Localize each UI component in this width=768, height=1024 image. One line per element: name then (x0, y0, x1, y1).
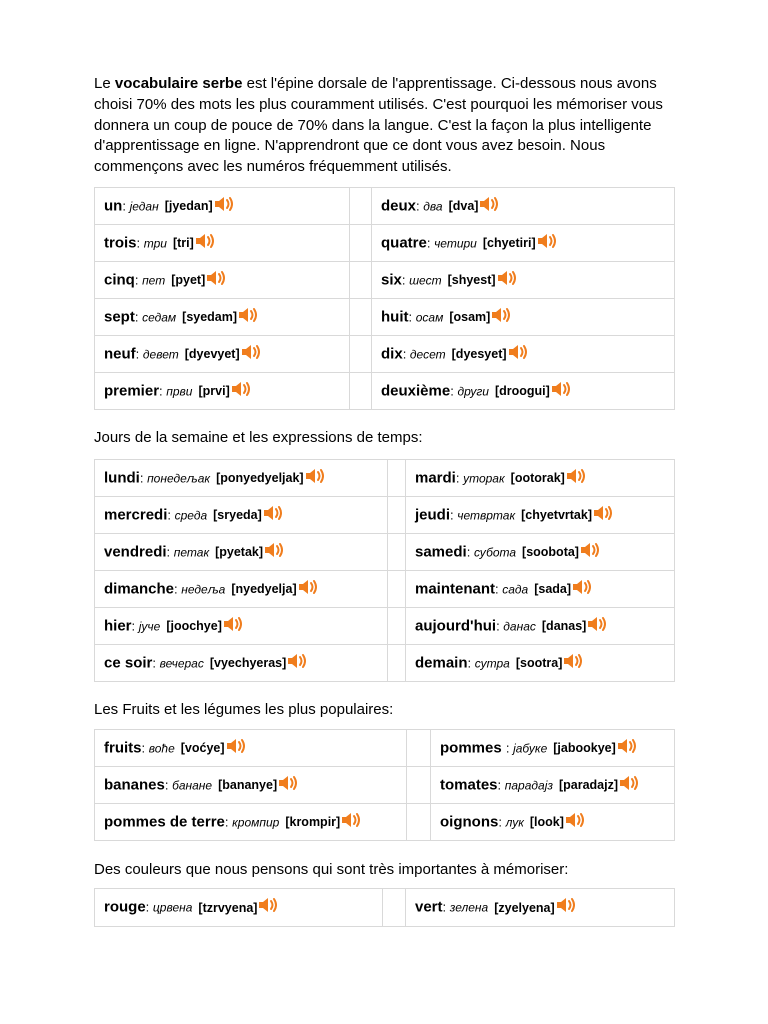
separator: : (450, 383, 458, 399)
serbian-word: зелена (449, 900, 489, 915)
separator: : (152, 655, 160, 671)
pronunciation: [krompir] (285, 815, 341, 830)
separator: : (496, 618, 504, 634)
pronunciation: [pyet] (171, 273, 206, 288)
speaker-icon[interactable] (573, 579, 593, 600)
separator: : (167, 507, 175, 523)
vocab-entry (431, 730, 675, 767)
french-word: vendredi (104, 543, 167, 561)
separator: : (134, 272, 143, 288)
serbian-word: банане (172, 778, 213, 793)
vocab-entry (406, 460, 675, 497)
separator: : (164, 777, 173, 793)
spacer-cell (350, 299, 372, 336)
speaker-icon[interactable] (215, 196, 235, 217)
separator: : (174, 581, 182, 597)
speaker-icon[interactable] (306, 468, 326, 489)
speaker-icon[interactable] (227, 738, 247, 759)
french-word: dix (381, 345, 403, 363)
section-heading: Des couleurs que nous pensons qui sont très importantes à mémoriser: (94, 861, 569, 878)
vocab-entry (372, 336, 675, 373)
speaker-icon[interactable] (288, 653, 308, 674)
vocab-entry (406, 571, 675, 608)
separator: : (408, 309, 416, 325)
vocab-entry (95, 299, 350, 336)
vocab-entry (372, 299, 675, 336)
spacer-cell (383, 889, 406, 927)
vocab-entry (95, 645, 388, 682)
speaker-icon[interactable] (620, 775, 640, 796)
separator: : (122, 198, 130, 214)
french-word: demain (415, 654, 468, 672)
separator: : (159, 383, 167, 399)
pronunciation: [look] (529, 815, 564, 830)
pronunciation: [chyetvrtak] (521, 508, 593, 523)
speaker-icon[interactable] (594, 505, 614, 526)
serbian-word: воће (148, 741, 175, 756)
pronunciation: [chyetiri] (482, 236, 536, 251)
pronunciation: [ootorak] (510, 471, 565, 486)
vocab-entry (372, 262, 675, 299)
speaker-icon[interactable] (581, 542, 601, 563)
separator: : (145, 899, 153, 915)
spacer-cell (350, 188, 372, 225)
speaker-icon[interactable] (342, 812, 362, 833)
serbian-word: недеља (181, 582, 226, 597)
speaker-icon[interactable] (567, 468, 587, 489)
separator: : (505, 740, 514, 756)
separator: : (450, 507, 458, 523)
table-row (95, 571, 675, 608)
pronunciation: [syedam] (182, 310, 238, 325)
speaker-icon[interactable] (265, 542, 285, 563)
spacer-cell (388, 608, 406, 645)
section-heading: Jours de la semaine et les expressions de temps: (94, 429, 423, 446)
vocab-entry (95, 889, 383, 927)
pronunciation: [nyedyelja] (231, 582, 297, 597)
pronunciation: [sootra] (515, 656, 563, 671)
french-word: mercredi (104, 506, 168, 524)
pronunciation: [danas] (541, 619, 587, 634)
pronunciation: [droogui] (494, 384, 550, 399)
intro-paragraph (94, 74, 694, 178)
spacer-cell (407, 767, 431, 804)
spacer-cell (388, 534, 406, 571)
serbian-word: други (457, 384, 489, 399)
speaker-icon[interactable] (538, 233, 558, 254)
vocab-entry (95, 373, 350, 410)
vocab-entry (95, 767, 407, 804)
pronunciation: [joochye] (166, 619, 222, 634)
vocab-table (94, 729, 675, 841)
pronunciation: [jyedan] (164, 199, 213, 214)
vocab-entry (95, 497, 388, 534)
separator: : (467, 655, 475, 671)
french-word: mardi (415, 469, 456, 487)
pronunciation: [vyechyeras] (209, 656, 287, 671)
speaker-icon[interactable] (480, 196, 500, 217)
pronunciation: [paradajz] (558, 778, 618, 793)
spacer-cell (407, 804, 431, 841)
vocab-entry (95, 571, 388, 608)
spacer-cell (350, 373, 372, 410)
serbian-word: вечерас (159, 656, 204, 671)
vocab-entry (95, 188, 350, 225)
separator: : (139, 470, 148, 486)
pronunciation: [tri] (172, 236, 194, 251)
serbian-word: среда (174, 508, 208, 523)
french-word: huit (381, 308, 409, 326)
french-word: aujourd'hui (415, 617, 497, 635)
separator: : (426, 235, 435, 251)
separator: : (455, 470, 464, 486)
french-word: hier (104, 617, 132, 635)
vocab-entry (95, 804, 407, 841)
pronunciation: [tzrvyena] (198, 900, 258, 915)
serbian-word: данас (503, 619, 536, 634)
vocab-entry (431, 804, 675, 841)
pronunciation: [zyelyena] (494, 900, 555, 915)
pronunciation: [voćye] (180, 741, 225, 756)
french-word: fruits (104, 739, 142, 757)
french-word: premier (104, 382, 160, 400)
table-row (95, 299, 675, 336)
spacer-cell (350, 336, 372, 373)
serbian-word: три (143, 236, 167, 251)
french-word: quatre (381, 234, 427, 252)
speaker-icon[interactable] (588, 616, 608, 637)
speaker-icon[interactable] (492, 307, 512, 328)
serbian-word: сутра (474, 656, 510, 671)
french-word: dimanche (104, 580, 175, 598)
french-word: sept (104, 308, 135, 326)
separator: : (166, 544, 174, 560)
vocab-entry (372, 188, 675, 225)
french-word: deux (381, 197, 417, 215)
french-word: lundi (104, 469, 140, 487)
speaker-icon[interactable] (279, 775, 299, 796)
separator: : (136, 235, 144, 251)
spacer-cell (407, 730, 431, 767)
french-word: jeudi (415, 506, 451, 524)
intro-lead: Le (94, 75, 115, 92)
spacer-cell (350, 262, 372, 299)
french-word: six (381, 271, 402, 289)
pronunciation: [osam] (449, 310, 491, 325)
serbian-word: сада (502, 582, 529, 597)
table-row (95, 262, 675, 299)
vocab-entry (431, 767, 675, 804)
pronunciation: [sryeda] (213, 508, 262, 523)
separator: : (498, 814, 506, 830)
pronunciation: [soobota] (522, 545, 579, 560)
serbian-word: јуче (138, 619, 161, 634)
french-word: maintenant (415, 580, 496, 598)
vocab-entry (406, 645, 675, 682)
serbian-word: кромпир (232, 815, 280, 830)
speaker-icon[interactable] (239, 307, 259, 328)
vocab-entry (95, 336, 350, 373)
table-row (95, 534, 675, 571)
speaker-icon[interactable] (557, 897, 577, 918)
french-word: pommes de terre (104, 813, 225, 831)
separator: : (131, 618, 139, 634)
speaker-icon[interactable] (259, 897, 279, 918)
serbian-word: осам (415, 310, 444, 325)
french-word: cinq (104, 271, 135, 289)
french-word: rouge (104, 898, 146, 916)
speaker-icon[interactable] (552, 381, 572, 402)
serbian-word: лук (505, 815, 524, 830)
serbian-word: први (166, 384, 193, 399)
vocab-entry (95, 608, 388, 645)
table-row (95, 730, 675, 767)
serbian-word: уторак (463, 471, 505, 486)
vocab-entry (406, 497, 675, 534)
pronunciation: [dva] (448, 199, 479, 214)
french-word: vert (415, 898, 443, 916)
french-word: bananes (104, 776, 165, 794)
spacer-cell (388, 645, 406, 682)
french-word: oignons (440, 813, 499, 831)
serbian-word: пет (142, 273, 166, 288)
french-word: neuf (104, 345, 136, 363)
serbian-word: шест (409, 273, 442, 288)
separator: : (401, 272, 410, 288)
speaker-icon[interactable] (196, 233, 216, 254)
pronunciation: [jabookye] (553, 741, 616, 756)
separator: : (497, 777, 505, 793)
spacer-cell (388, 497, 406, 534)
speaker-icon[interactable] (509, 344, 529, 365)
vocab-entry (95, 730, 407, 767)
separator: : (134, 309, 143, 325)
serbian-word: понедељак (147, 471, 211, 486)
table-row (95, 188, 675, 225)
table-row (95, 336, 675, 373)
serbian-word: субота (473, 545, 517, 560)
speaker-icon[interactable] (618, 738, 638, 759)
pronunciation: [prvi] (198, 384, 230, 399)
vocab-entry (406, 889, 675, 927)
vocab-entry (372, 373, 675, 410)
serbian-word: седам (142, 310, 177, 325)
french-word: deuxième (381, 382, 451, 400)
speaker-icon[interactable] (299, 579, 319, 600)
separator: : (466, 544, 474, 560)
separator: : (442, 899, 450, 915)
spacer-cell (388, 571, 406, 608)
french-word: trois (104, 234, 137, 252)
table-row (95, 225, 675, 262)
speaker-icon[interactable] (264, 505, 284, 526)
vocab-table (94, 459, 675, 682)
french-word: ce soir (104, 654, 153, 672)
serbian-word: четвртак (457, 508, 516, 523)
table-row (95, 767, 675, 804)
intro-bold: vocabulaire serbe (114, 75, 243, 92)
pronunciation: [dyevyet] (184, 347, 240, 362)
vocab-entry (95, 534, 388, 571)
french-word: tomates (440, 776, 498, 794)
pronunciation: [sada] (534, 582, 572, 597)
speaker-icon[interactable] (224, 616, 244, 637)
intro-rest: est l'épine dorsale de l'apprentissage. Ci-dessous nous avons choisi 70% des mots les plus couramment utilisés. C'est pourquoi les mémoriser vous donnera un coup de pouce de 70% dans la langue. C'est la façon la plus intelligente d'apprentissage en ligne. N'apprendront que ce dont vous avez besoin. Nous commençons avec les numéros fréquemment utilisés. (94, 75, 663, 176)
french-word: pommes (440, 739, 506, 757)
spacer-cell (388, 460, 406, 497)
separator: : (416, 198, 424, 214)
serbian-word: десет (409, 347, 446, 362)
speaker-icon[interactable] (242, 344, 262, 365)
serbian-word: девет (142, 347, 179, 362)
table-row (95, 373, 675, 410)
section-heading: Les Fruits et les légumes les plus populaires: (94, 701, 394, 718)
vocab-entry (406, 608, 675, 645)
serbian-word: један (129, 199, 159, 214)
pronunciation: [dyesyet] (451, 347, 507, 362)
speaker-icon[interactable] (566, 812, 586, 833)
serbian-word: петак (173, 545, 210, 560)
table-row (95, 460, 675, 497)
vocab-entry (95, 262, 350, 299)
table-row (95, 804, 675, 841)
separator: : (224, 814, 233, 830)
speaker-icon[interactable] (207, 270, 227, 291)
vocab-entry (406, 534, 675, 571)
pronunciation: [ponyedyeljak] (216, 471, 304, 486)
separator: : (141, 740, 149, 756)
separator: : (135, 346, 143, 362)
speaker-icon[interactable] (564, 653, 584, 674)
pronunciation: [pyetak] (215, 545, 264, 560)
speaker-icon[interactable] (498, 270, 518, 291)
serbian-word: парадајз (504, 778, 553, 793)
table-row (95, 608, 675, 645)
speaker-icon[interactable] (232, 381, 252, 402)
table-row (95, 497, 675, 534)
vocab-entry (372, 225, 675, 262)
table-row (95, 645, 675, 682)
french-word: un (104, 197, 123, 215)
vocab-entry (95, 225, 350, 262)
serbian-word: црвена (152, 900, 193, 915)
pronunciation: [shyest] (447, 273, 496, 288)
vocab-table (94, 187, 675, 410)
serbian-word: четири (434, 236, 477, 251)
separator: : (402, 346, 410, 362)
vocab-table (94, 888, 675, 927)
table-row (95, 889, 675, 927)
vocab-entry (95, 460, 388, 497)
serbian-word: јабуке (513, 741, 548, 756)
separator: : (495, 581, 503, 597)
serbian-word: два (423, 199, 443, 214)
spacer-cell (350, 225, 372, 262)
french-word: samedi (415, 543, 467, 561)
pronunciation: [bananye] (218, 778, 278, 793)
